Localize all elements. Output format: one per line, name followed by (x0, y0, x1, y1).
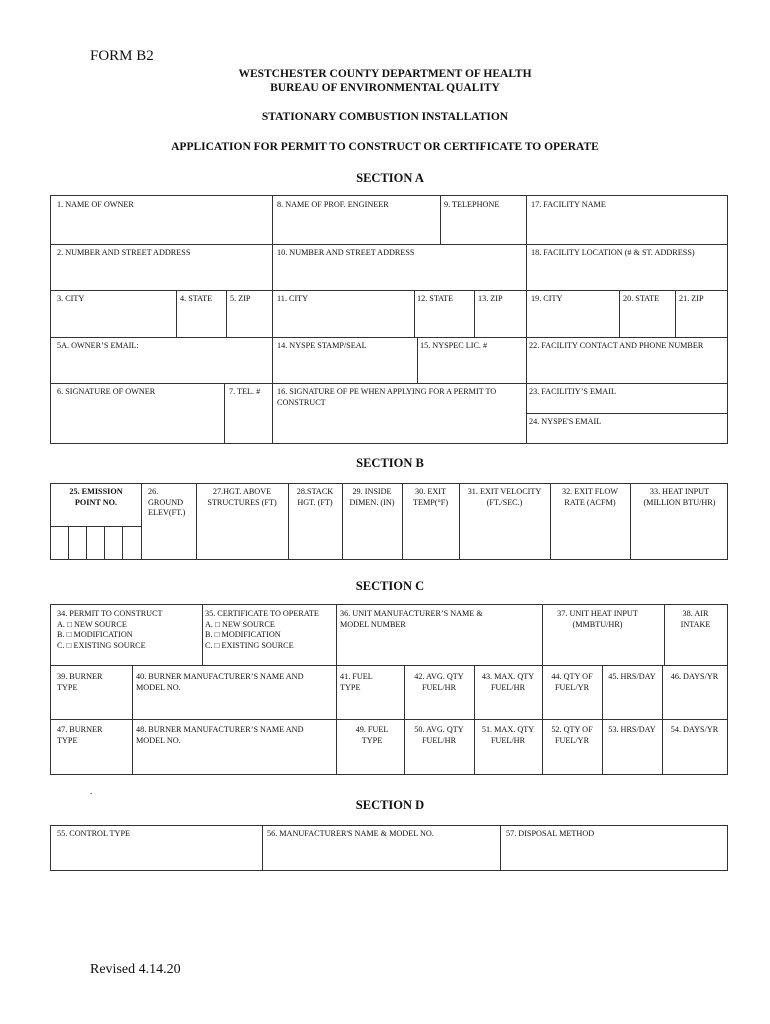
owner-state-field[interactable]: 4. STATE (180, 294, 213, 303)
disposal-method-field[interactable]: 57. DISPOSAL METHOD (506, 829, 595, 838)
hrs-day-2-field[interactable]: 53. HRS/DAY (608, 725, 656, 734)
facility-city-field[interactable]: 19. CITY (531, 294, 563, 303)
section-b-title: SECTION B (356, 456, 424, 470)
exit-temp-header: 30. EXIT TEMP(°F) (412, 487, 449, 507)
facility-state-field[interactable]: 20. STATE (623, 294, 660, 303)
section-c-title: SECTION C (355, 579, 425, 593)
engineer-name-field[interactable]: 8. NAME OF PROF. ENGINEER (277, 200, 389, 209)
certificate-to-operate-options[interactable]: 35. CERTIFICATE TO OPERATE A. □ NEW SOURCE B. □ MODIFICATION C. □ EXISTING SOURCE (205, 609, 319, 650)
max-qty-1-field[interactable]: 43. MAX. QTY FUEL/HR (481, 672, 535, 692)
facility-zip-field[interactable]: 21. ZIP (679, 294, 704, 303)
fuel-type-2-field[interactable]: 49. FUEL TYPE (355, 725, 389, 745)
exit-flow-header: 32. EXIT FLOW RATE (ACFM) (561, 487, 619, 507)
days-yr-2-field[interactable]: 54. DAYS/YR (670, 725, 719, 734)
exit-velocity-header: 31. EXIT VELOCITY (FT./SEC.) (467, 487, 542, 507)
days-yr-1-field[interactable]: 46. DAYS/YR (670, 672, 719, 681)
avg-qty-2-field[interactable]: 50. AVG. QTY FUEL/HR (414, 725, 464, 745)
facility-name-field[interactable]: 17. FACILITY NAME (531, 200, 606, 209)
section-d-title: SECTION D (355, 798, 425, 812)
section-d-table (50, 825, 728, 871)
max-qty-2-field[interactable]: 51. MAX. QTY FUEL/HR (481, 725, 535, 745)
air-intake-field[interactable]: 38. AIR INTAKE (680, 609, 711, 629)
inside-dimen-header: 29. INSIDE DIMEN. (IN) (349, 487, 395, 507)
nyspe-stamp-field[interactable]: 14. NYSPE STAMP/SEAL (277, 341, 367, 350)
burner-manufacturer-2-field[interactable]: 48. BURNER MANUFACTURER’S NAME AND MODEL NO. (136, 725, 304, 745)
unit-heat-input-field[interactable]: 37. UNIT HEAT INPUT (MMBTU/HR) (557, 609, 638, 629)
section-b-table (50, 483, 728, 560)
owner-name-field[interactable]: 1. NAME OF OWNER (57, 200, 134, 209)
stack-hgt-header: 28.STACK HGT. (FT) (296, 487, 334, 507)
permit-to-construct-options[interactable]: 34. PERMIT TO CONSTRUCT A. □ NEW SOURCE B. □ MODIFICATION C. □ EXISTING SOURCE (57, 609, 163, 650)
engineer-state-field[interactable]: 12. STATE (417, 294, 454, 303)
facility-contact-field[interactable]: 22. FACILITY CONTACT AND PHONE NUMBER (529, 341, 704, 350)
agency-name: WESTCHESTER COUNTY DEPARTMENT OF HEALTH (238, 68, 532, 80)
facility-location-field[interactable]: 18. FACILITY LOCATION (# & ST. ADDRESS) (531, 248, 695, 257)
fuel-type-1-field[interactable]: 41. FUEL TYPE (340, 672, 373, 692)
application-title: APPLICATION FOR PERMIT TO CONSTRUCT OR CERTIFICATE TO OPERATE (171, 141, 599, 153)
engineer-city-field[interactable]: 11. CITY (277, 294, 309, 303)
control-manufacturer-field[interactable]: 56. MANUFACTURER'S NAME & MODEL NO. (267, 829, 434, 838)
section-a-table (50, 195, 728, 444)
stray-mark: . (90, 786, 93, 796)
section-a-title: SECTION A (356, 171, 424, 185)
pe-signature-field[interactable]: 16. SIGNATURE OF PE WHEN APPLYING FOR A PERMIT TO CONSTRUCT (277, 387, 497, 407)
qty-fuel-yr-1-field[interactable]: 44. QTY OF FUEL/YR (551, 672, 593, 692)
ground-elev-header: 26. GROUND ELEV(FT.) (148, 487, 186, 517)
burner-manufacturer-1-field[interactable]: 40. BURNER MANUFACTURER’S NAME AND MODEL NO. (136, 672, 304, 692)
owner-zip-field[interactable]: 5. ZIP (230, 294, 251, 303)
control-type-field[interactable]: 55. CONTROL TYPE (57, 829, 131, 838)
form-id: FORM B2 (90, 48, 154, 64)
facility-email-field[interactable]: 23. FACILITIY’S EMAIL (529, 387, 616, 396)
qty-fuel-yr-2-field[interactable]: 52. QTY OF FUEL/YR (551, 725, 593, 745)
section-c-table (50, 604, 728, 775)
unit-manufacturer-field[interactable]: 36. UNIT MANUFACTURER’S NAME & MODEL NUMBER (340, 609, 483, 629)
avg-qty-1-field[interactable]: 42. AVG. QTY FUEL/HR (414, 672, 464, 692)
engineer-address-field[interactable]: 10. NUMBER AND STREET ADDRESS (277, 248, 415, 257)
hgt-above-structures-header: 27.HGT. ABOVE STRUCTURES (FT) (207, 487, 277, 507)
heat-input-header: 33. HEAT INPUT (MILLION BTU/HR) (643, 487, 716, 507)
installation-title: STATIONARY COMBUSTION INSTALLATION (261, 111, 509, 123)
burner-type-1-field[interactable]: 39. BURNER TYPE (57, 672, 103, 692)
hrs-day-1-field[interactable]: 45. HRS/DAY (608, 672, 656, 681)
owner-address-field[interactable]: 2. NUMBER AND STREET ADDRESS (57, 248, 191, 257)
owner-signature-field[interactable]: 6. SIGNATURE OF OWNER (57, 387, 156, 396)
owner-city-field[interactable]: 3. CITY (57, 294, 85, 303)
telephone-field[interactable]: 9. TELEPHONE (444, 200, 500, 209)
nyspec-license-field[interactable]: 15. NYSPEC LIC. # (420, 341, 488, 350)
bureau-name: BUREAU OF ENVIRONMENTAL QUALITY (270, 82, 500, 94)
burner-type-2-field[interactable]: 47. BURNER TYPE (57, 725, 103, 745)
emission-point-header: 25. EMISSION POINT NO. (69, 487, 123, 507)
nyspe-email-field[interactable]: 24. NYSPE'S EMAIL (529, 417, 602, 426)
revision-date: Revised 4.14.20 (90, 962, 181, 977)
owner-tel-field[interactable]: 7. TEL. # (229, 387, 261, 396)
engineer-zip-field[interactable]: 13. ZIP (478, 294, 503, 303)
owner-email-field[interactable]: 5A. OWNER’S EMAIL: (57, 341, 139, 350)
